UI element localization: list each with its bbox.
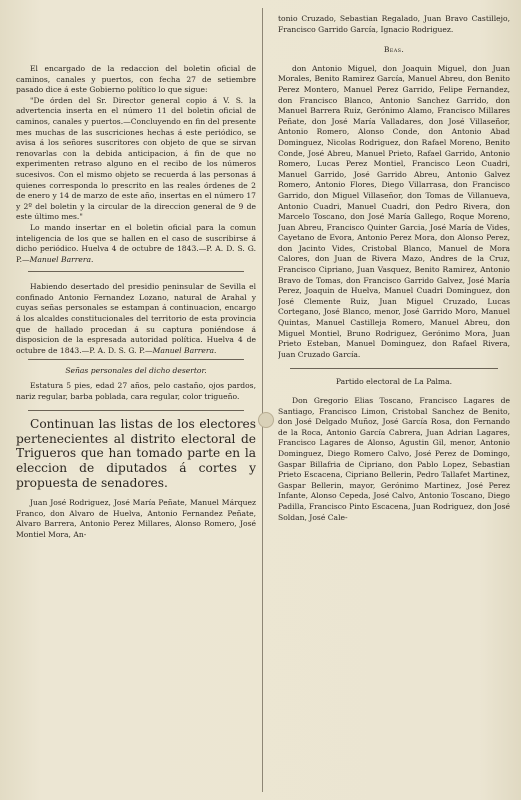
divider-4 [290,368,498,369]
signature-1: Manuel Barrera. [29,254,94,264]
deserter-notice [16,282,256,356]
notice-paragraph-3 [16,223,256,265]
signature-2: Manuel Barrera. [152,345,217,355]
beas-electors: don Antonio Miguel, don Joaquin Miguel, don Juan Morales, Benito Ramirez García, Manuel Abreu, don Benito Perez Montero, Manuel Perez Garrido, Felipe Fernandez, don Francisco Blanco, Antonio Sanchez Garrido, don Manuel Barrera Ruiz, Gerónimo Alamo, Francisco Millares Peñate, don José María Valladares, don José Villaseñor, Antonio Romero, Alonso Conde, don Antonio Abad Dominguez, Nicolas Rodriguez, don Rafael Moreno, Benito Conde, José Abreu, Manuel Prieto, Rafael Garrido, Antonio Romero, Lucas Perez Montiel, Francisco Leon Cuadri, Manuel Garrido, José Garrido Abreu, Antonio Galvez Romero, Antonio Flores, Diego Villarrasa, don Francisco Garrido, don Miguel Villaseñor, don Tomas de Villanueva, Antonio Cuadri, Manuel Cuadri, don Pedro Rivera, don Marcelo Toscano, don José María Gallego, Roque Moreno, Juan Abreu, Francisco Quinter Garcia, José María de Vides, Cayetano de Evora, Antonio Perez Mora, don Alonso Perez, don Jacinto Vides, Cristobal Blanco, Manuel de Mora Calores, don Juan de Rivera Mazo, Andres de la Cruz, Francisco Cipriano, Juan Vasquez, Benito Ramirez, Antonio Bravo de Tomas, don Francisco Garrido Galvez, José María Perez, Joaquin de Huelva, Manuel Cuadri Dominguez, don José Clemente Ruiz, Juan Miguel Cruzado, Lucas Cortegano, José Blanco, menor, José Garrido Moro, Manuel Quintas, Manuel Castilleja Romero, Manuel Abreu, don Miguel Montiel, Bruno Rodriguez, Gerónimo Mora, Juan Prieto Esteban, Manuel Dominguez, don Rafael Rivera, Juan Cruzado García. [278,63,510,359]
beas-heading: Beas. [383,45,405,55]
right-column [278,0,510,800]
left-column [16,0,256,800]
deserter-notice-text: Habiendo desertado del presidio peninsular de Sevilla el confinado Antonio Fernandez Lozano, natural de Arahal y cuyas señas personales se estampan á continuacion, encargo á los alcaldes constitucionales del territorio de esta provincia que de hallado procedan á su captura poniéndose á disposicion de la espresada autoridad política. Huelva 4 de octubre de 1843.—P. A. D. S. G. P.— [16,282,256,355]
binding-hole-mark [258,412,274,428]
electors-list-continuation: tonio Cruzado, Sebastian Regalado, Juan Bravo Castillejo, Francisco Garrido García, Ignacio Rodriguez. [278,14,510,34]
electoral-list-heading: Continuan las listas de los electores pertenecientes al distrito electoral de Trigueros que han tomado parte en la eleccion de diputados á cortes y propuesta de senadores. [16,417,256,490]
electors-list-start: Juan José Rodriguez, José María Peñate, Manuel Márquez Franco, don Alvaro de Huelva, Antonio Fernandez Peñate, Alvaro Barrera, Antonio Perez Millares, Alonso Romero, José Montiel Mora, An- [16,498,256,539]
notice-paragraph-3-text: Lo mando insertar en el boletin oficial para la comun inteligencia de los que se hallen en el caso de suscribirse á dicho periódico. Huelva 4 de octubre de 1843.—P. A. D. S. G. P.— [16,222,256,264]
column-divider [262,8,263,792]
divider-2 [28,359,244,360]
notice-paragraph-2: "De órden del Sr. Director general copio á V. S. la advertencia inserta en el número 11 del boletin oficial de caminos, canales y puertos.—Concluyendo en fin del presente mes muchas de las suscriciones hechas á este periódico, se avisa á los señores suscritores con objeto de que se sirvan renovarlas con la debida anticipacion, á fin de que no experimenten retraso alguno en el recibo de los números sucesivos. Con el mismo objeto se recuerda á las personas á quienes corresponda lo prescrito en las reales órdenes de 2 de enero y 14 de marzo de este año, insertas en el número 17 y 2º del boletin y la circular de la direccion general de 9 de este último mes." [16,95,256,222]
palma-electors: Don Gregorio Elias Toscano, Francisco Lagares de Santiago, Francisco Limon, Cristobal Sanchez de Benito, don José Delgado Muñoz, José García Rosa, don Fernando de la Roca, Antonio García Cabrera, Juan Adrian Lagares, Francisco Lagares de Alonso, Agustin Gil, menor, Antonio Dominguez, Diego Romero Calvo, José Perez de Domingo, Gaspar Billafria de Cipriano, don Pablo Lopez, Sebastian Prieto Escacena, Cipriano Bellerin, Pedro Tallafet Martinez, Gaspar Bellerin, mayor, Gerónimo Martinez, José Perez Infante, Alonso Cepeda, José Calvo, Antonio Toscano, Diego Padilla, Francisco Pinto Escacena, Juan Rodriguez, don José Soldan, José Cale- [278,396,510,522]
divider-3 [28,410,244,411]
senas-body: Estatura 5 pies, edad 27 años, pelo castaño, ojos pardos, nariz regular, barba poblada, cara regular, color trigueño. [16,381,256,401]
divider-1 [28,271,244,272]
notice-paragraph-1: El encargado de la redaccion del boletin oficial de caminos, canales y puertos, con fecha 27 de setiembre pasado dice á este Gobierno político lo que sigue: [16,64,256,95]
senas-heading: Señas personales del dicho desertor. [65,366,207,376]
palma-heading: Partido electoral de La Palma. [335,377,453,387]
